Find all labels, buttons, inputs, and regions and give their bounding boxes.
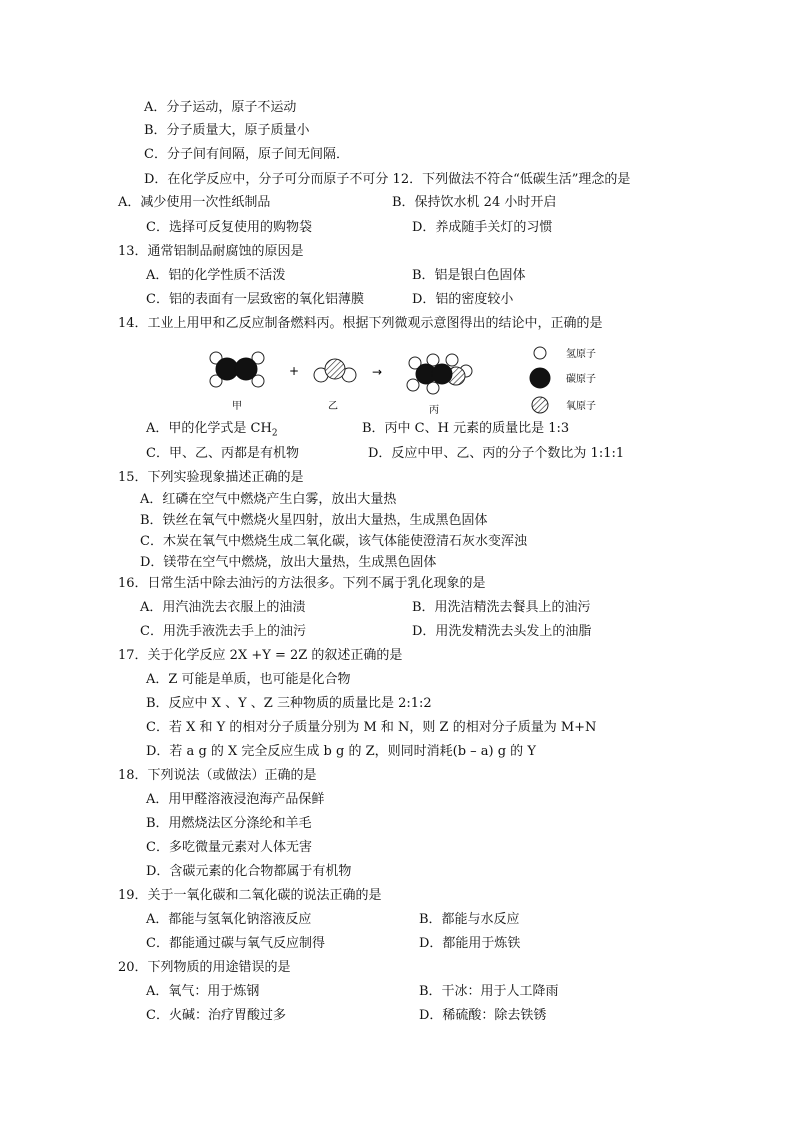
q15-stem: 15．下列实验现象描述正确的是 <box>118 470 304 485</box>
molecule-jia <box>210 352 264 387</box>
molecule-yi <box>314 359 356 382</box>
legend-hydrogen-label: 氢原子 <box>566 349 596 360</box>
q11-option-b: B．分子质量大，原子质量小 <box>144 123 310 138</box>
q13-option-c: C．铝的表面有一层致密的氧化铝薄膜 <box>146 292 364 307</box>
legend-oxygen-label: 氧原子 <box>566 401 596 412</box>
q16-option-a: A．用汽油洗去衣服上的油渍 <box>140 600 306 615</box>
q16-option-b: B．用洗洁精洗去餐具上的油污 <box>412 600 591 615</box>
reaction-svg <box>200 343 680 421</box>
q14-option-d: D．反应中甲、乙、丙的分子个数比为 1:1:1 <box>368 446 625 461</box>
legend-oxygen-icon <box>532 397 548 413</box>
q15-option-d: D．镁带在空气中燃烧，放出大量热，生成黑色固体 <box>140 555 437 570</box>
q17-option-b: B．反应中 X 、Y 、Z 三种物质的质量比是 2:1:2 <box>146 696 432 711</box>
q18-option-a: A．用甲醛溶液浸泡海产品保鲜 <box>146 792 325 807</box>
q11-option-d-and-q12-stem: D．在化学反应中，分子可分而原子不可分 12．下列做法不符合“低碳生活”理念的是 <box>144 172 631 187</box>
q14-reaction-diagram <box>200 343 680 421</box>
q19-option-d: D．都能用于炼铁 <box>419 936 521 951</box>
legend-hydrogen-icon <box>534 347 546 359</box>
q11-option-c: C．分子间有间隔，原子间无间隔． <box>144 147 349 162</box>
q20-stem: 20．下列物质的用途错误的是 <box>118 960 291 975</box>
q12-option-d: D．养成随手关灯的习惯 <box>412 220 553 235</box>
q16-stem: 16．日常生活中除去油污的方法很多。下列不属于乳化现象的是 <box>118 576 486 591</box>
q13-stem: 13．通常铝制品耐腐蚀的原因是 <box>118 244 304 259</box>
q13-option-d: D．铝的密度较小 <box>412 292 514 307</box>
q13-option-a: A．铝的化学性质不活泼 <box>146 268 286 283</box>
q15-option-b: B．铁丝在氧气中燃烧火星四射，放出大量热，生成黑色固体 <box>140 513 488 528</box>
q19-option-b: B．都能与水反应 <box>419 912 520 927</box>
q16-option-c: C．用洗手液洗去手上的油污 <box>140 624 306 639</box>
molecule-bing <box>407 354 472 394</box>
q19-option-a: A．都能与氢氧化钠溶液反应 <box>146 912 312 927</box>
label-bing: 丙 <box>429 405 439 416</box>
q20-option-b: B．干冰：用于人工降雨 <box>419 984 559 999</box>
q14-option-b: B．丙中 C、H 元素的质量比是 1:3 <box>362 421 570 436</box>
q12-option-a: A．减少使用一次性纸制品 <box>118 195 271 210</box>
q14-option-c: C．甲、乙、丙都是有机物 <box>146 446 299 461</box>
arrow-icon: → <box>372 365 383 379</box>
q18-option-d: D．含碳元素的化合物都属于有机物 <box>146 864 352 879</box>
q14-stem: 14．工业上用甲和乙反应制备燃料丙。根据下列微观示意图得出的结论中，正确的是 <box>118 316 603 331</box>
q17-option-a: A．Z 可能是单质，也可能是化合物 <box>146 672 351 687</box>
q18-option-c: C．多吃微量元素对人体无害 <box>146 840 312 855</box>
q15-option-c: C．木炭在氧气中燃烧生成二氧化碳，该气体能使澄清石灰水变浑浊 <box>140 534 527 549</box>
q14-option-a-text: A．甲的化学式是 CH <box>146 421 272 436</box>
q14-option-a <box>146 420 278 443</box>
legend-carbon-label: 碳原子 <box>566 374 596 385</box>
q12-option-c: C．选择可反复使用的购物袋 <box>146 220 312 235</box>
q17-stem: 17．关于化学反应 2X +Y = 2Z 的叙述正确的是 <box>118 648 403 663</box>
q12-option-b: B．保持饮水机 24 小时开启 <box>392 195 557 210</box>
q18-stem: 18．下列说法（或做法）正确的是 <box>118 768 317 783</box>
legend-carbon-icon <box>530 368 550 388</box>
q11-option-a: A．分子运动，原子不运动 <box>144 100 297 115</box>
q17-option-c: C．若 X 和 Y 的相对分子质量分别为 M 和 N，则 Z 的相对分子质量为 M+N <box>146 720 597 735</box>
q14-option-a-subscript: 2 <box>271 428 278 439</box>
q16-option-d: D．用洗发精洗去头发上的油脂 <box>412 624 592 639</box>
q20-option-d: D．稀硫酸：除去铁锈 <box>419 1008 547 1023</box>
label-yi: 乙 <box>328 401 338 412</box>
q15-option-a: A．红磷在空气中燃烧产生白雾，放出大量热 <box>140 492 397 507</box>
q13-option-b: B．铝是银白色固体 <box>412 268 526 283</box>
plus-sign: + <box>289 364 300 378</box>
q19-stem: 19．关于一氧化碳和二氧化碳的说法正确的是 <box>118 888 382 903</box>
label-jia: 甲 <box>232 401 242 412</box>
q17-option-d: D．若 a g 的 X 完全反应生成 b g 的 Z，则同时消耗(b – a) g 的 Y <box>146 744 536 759</box>
q20-option-a: A．氧气：用于炼钢 <box>146 984 260 999</box>
q18-option-b: B．用燃烧法区分涤纶和羊毛 <box>146 816 312 831</box>
q20-option-c: C．火碱：治疗胃酸过多 <box>146 1008 286 1023</box>
q19-option-c: C．都能通过碳与氧气反应制得 <box>146 936 325 951</box>
